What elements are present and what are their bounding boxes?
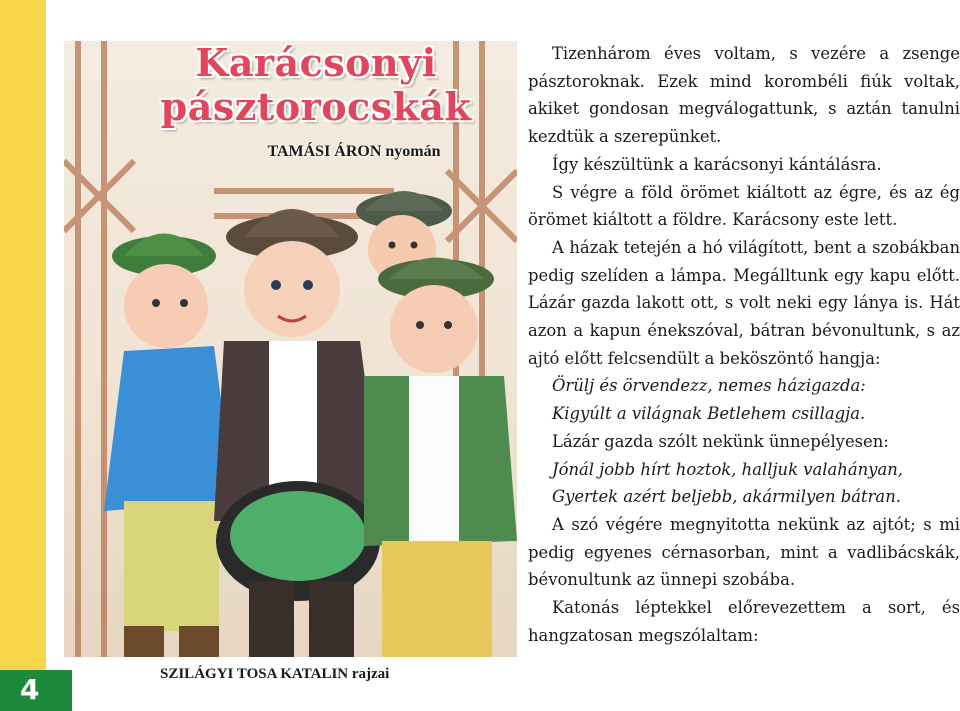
boy-center [214, 209, 384, 657]
story-paragraph: A házak tetején a hó világított, bent a szobákban pedig szelíden a lámpa. Megálltunk egy kapu előtt. Lázár gazda lakott ott, s volt neki egy lánya is. Hát azon a kapun énekszóval, bátran bévonultunk, s az ajtó előtt felcsendült a beköszöntő hangja: [528, 237, 960, 368]
illustrator-credit: SZILÁGYI TOSA KATALIN rajzai [160, 666, 390, 682]
illustration-panel [64, 41, 517, 657]
boy-left [104, 234, 234, 658]
yellow-margin-band [0, 0, 46, 711]
page-number: 4 [20, 673, 40, 706]
verse-line: Gyertek azért beljebb, akármilyen bátran. [552, 487, 901, 507]
title-line-2: pásztorocskák [160, 84, 472, 129]
title-line-1: Karácsonyi [195, 41, 437, 85]
page-number-badge [0, 670, 72, 711]
story-paragraph: Tizenhárom éves voltam, s vezére a zsenge pásztoroknak. Ezek mind korombéli fiúk voltak, akiket gondosan megválogattunk, s aztán tanulni kezdtük a szerepünket. [528, 44, 960, 147]
story-text [528, 40, 960, 649]
verse-line: Jónál jobb hírt hoztok, halljuk valahányan, [552, 459, 903, 479]
story-title [116, 41, 516, 129]
shepherd-boys-illustration [64, 41, 517, 657]
verse-line: Örülj és örvendezz, nemes házigazda: [552, 376, 866, 396]
story-paragraph: S végre a föld örömet kiáltott az égre, és az ég örömet kiáltott a földre. Karácsony este lett. [528, 182, 960, 230]
boy-right [364, 258, 517, 658]
verse-line: Kigyúlt a világnak Betlehem csillagja. [552, 404, 866, 424]
author-line: TAMÁSI ÁRON nyomán [267, 143, 441, 160]
story-paragraph: A szó végére megnyitotta nekünk az ajtót; s mi pedig egyenes cérnasorban, mint a vadlibácskák, bévonultunk az ünnepi szobába. [528, 514, 960, 590]
story-paragraph: Lázár gazda szólt nekünk ünnepélyesen: [552, 431, 889, 451]
story-paragraph: Katonás léptekkel előrevezettem a sort, és hangzatosan megszólaltam: [528, 598, 960, 645]
story-paragraph: Így készültünk a karácsonyi kántálásra. [552, 154, 882, 174]
